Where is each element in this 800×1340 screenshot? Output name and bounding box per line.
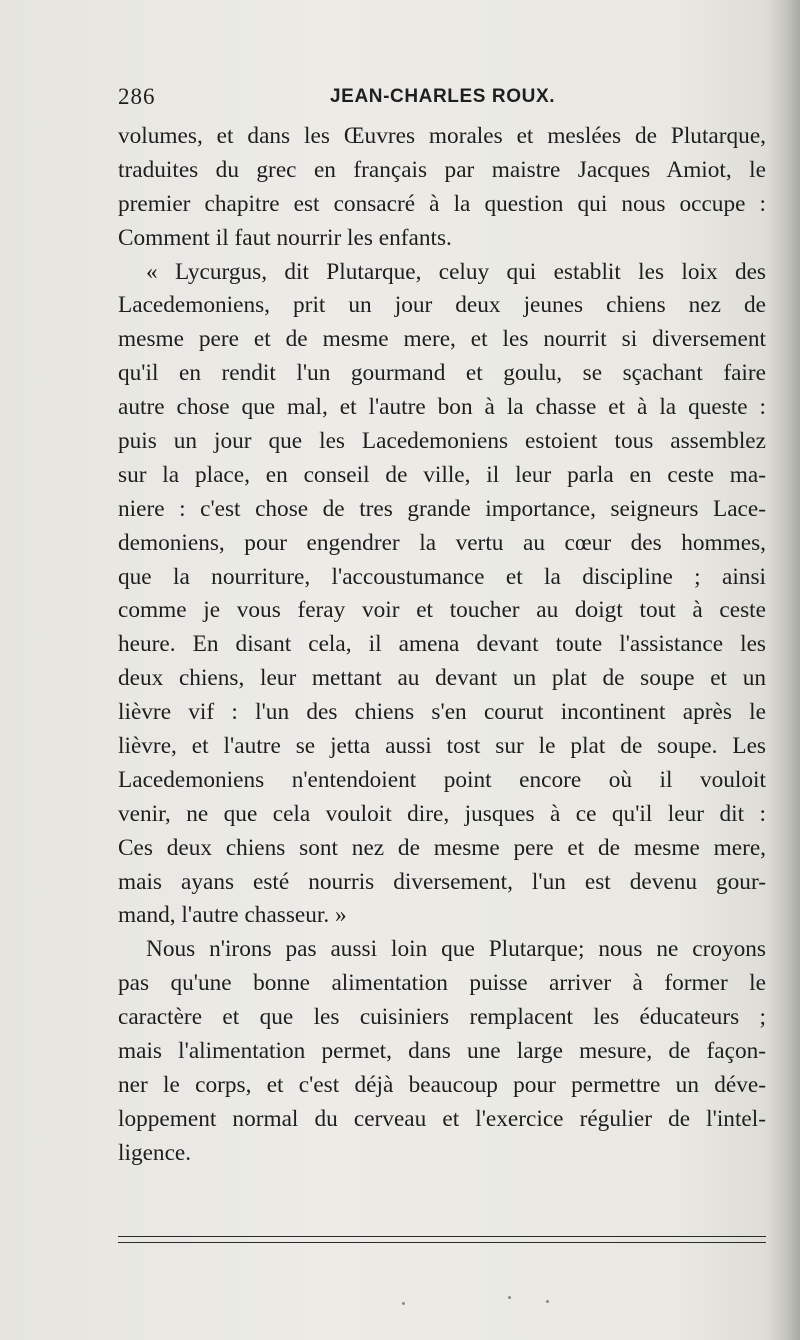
text-line: traduites du grec en français par maistre Jacques Amiot, le <box>118 156 766 183</box>
text-line: Ces deux chiens sont nez de mesme pere et de mesme mere, <box>118 834 766 861</box>
text-line: « Lycurgus, dit Plutarque, celuy qui establit les loix des <box>146 258 766 285</box>
text-line: Lacedemoniens, prit un jour deux jeunes chiens nez de <box>118 292 766 319</box>
page-header <box>118 84 768 114</box>
text-line: deux chiens, leur mettant au devant un plat de soupe et un <box>118 665 766 692</box>
body-text <box>118 120 766 1171</box>
text-line: volumes, et dans les Œuvres morales et meslées de Plutarque, <box>118 123 766 149</box>
text-line: lièvre vif : l'un des chiens s'en courut incontinent après le <box>118 699 766 726</box>
text-line: demoniens, pour engendrer la vertu au cœur des hommes, <box>118 529 766 556</box>
text-line: comme je vous feray voir et toucher au doigt tout à ceste <box>118 597 766 624</box>
text-line: puis un jour que les Lacedemoniens estoient tous assemblez <box>118 428 766 455</box>
paper-speck <box>546 1300 549 1303</box>
text-line: heure. En disant cela, il amena devant toute l'assistance les <box>118 631 766 658</box>
text-line: Lacedemoniens n'entendoient point encore où il vouloit <box>118 766 766 793</box>
paper-speck <box>402 1302 405 1305</box>
paper-speck <box>508 1296 511 1299</box>
text-line: caractère et que les cuisiniers remplacent les éducateurs ; <box>118 1004 766 1031</box>
text-line: ligence. <box>118 1139 192 1166</box>
text-line: que la nourriture, l'accoustumance et la discipline ; ainsi <box>118 563 766 590</box>
text-line: qu'il en rendit l'un gourmand et goulu, se sçachant faire <box>118 360 766 387</box>
text-line: mais ayans esté nourris diversement, l'un est devenu gour- <box>118 868 766 895</box>
page-gutter-shadow <box>766 0 800 1340</box>
text-line: sur la place, en conseil de ville, il leur parla en ceste ma- <box>118 461 766 488</box>
footer-rule-bottom <box>118 1242 766 1243</box>
text-line: Comment il faut nourrir les enfants. <box>118 224 452 251</box>
text-line: mand, l'autre chasseur. » <box>118 902 347 929</box>
text-line: Nous n'irons pas aussi loin que Plutarque; nous ne croyons <box>146 936 766 963</box>
text-line: autre chose que mal, et l'autre bon à la chasse et à la queste : <box>118 394 766 421</box>
footer-rule-top <box>118 1236 766 1237</box>
text-line: niere : c'est chose de tres grande importance, seigneurs Lace- <box>118 495 766 522</box>
text-line: pas qu'une bonne alimentation puisse arriver à former le <box>118 970 766 997</box>
text-line: premier chapitre est consacré à la question qui nous occupe : <box>118 190 766 217</box>
text-line: loppement normal du cerveau et l'exercice régulier de l'intel- <box>118 1105 766 1132</box>
text-line: ner le corps, et c'est déjà beaucoup pour permettre un déve- <box>118 1071 766 1098</box>
text-line: venir, ne que cela vouloit dire, jusques à ce qu'il leur dit : <box>118 800 766 827</box>
running-head: JEAN-CHARLES ROUX. <box>330 86 556 107</box>
text-line: mais l'alimentation permet, dans une large mesure, de façon- <box>118 1038 766 1065</box>
page-number: 286 <box>118 84 156 109</box>
text-line: mesme pere et de mesme mere, et les nourrit si diversement <box>118 326 766 353</box>
text-line: lièvre, et l'autre se jetta aussi tost sur le plat de soupe. Les <box>118 733 766 760</box>
